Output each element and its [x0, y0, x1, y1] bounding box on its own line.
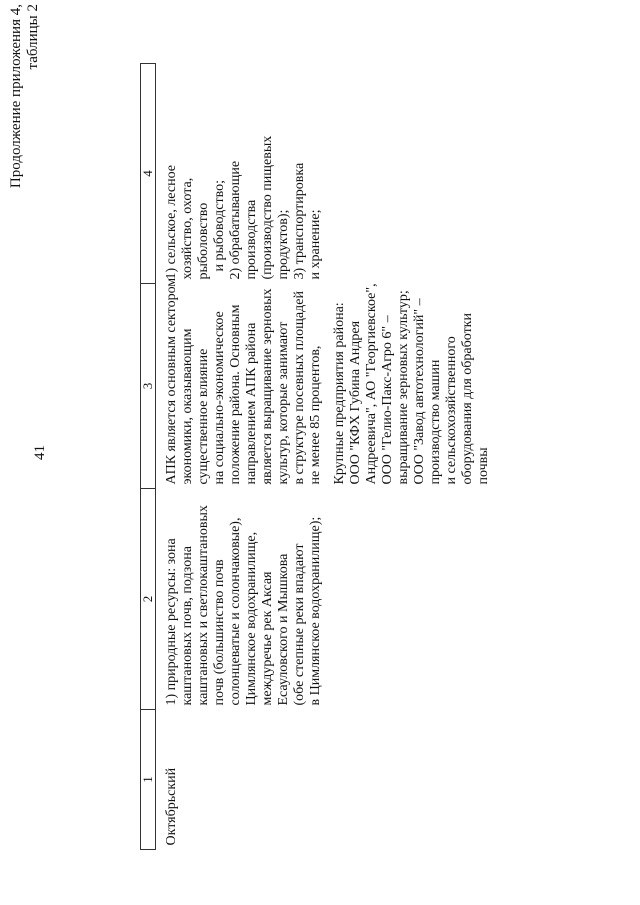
cell-line: производство машин — [428, 359, 443, 485]
table-row — [156, 64, 325, 850]
cell-line: и рыбоводство; — [212, 180, 227, 272]
cell-district — [156, 710, 325, 850]
cell-empty — [324, 710, 492, 850]
cell-line: существенное влияние — [196, 348, 211, 485]
cell-line: хозяйство, охота, — [180, 177, 195, 280]
cell-line: оборудования для обработки — [460, 313, 475, 485]
cell-line: солонцеватые и солончаковые), — [228, 517, 243, 706]
cell-line: производства — [244, 199, 259, 280]
cell-line: продуктов); — [276, 209, 291, 280]
appendix-note — [8, 4, 42, 264]
cell-line: каштановых почв, подзона — [180, 546, 195, 706]
cell-line: выращивание зерновых культур; — [396, 290, 411, 485]
cell-line: является выращивание зерновых — [260, 288, 275, 485]
cell-line: 3) транспортировка — [292, 162, 307, 280]
data-table — [140, 63, 492, 850]
column-header-4: 4 — [141, 64, 156, 284]
cell-line: положение района. Основным — [228, 304, 243, 485]
cell-line: 2) обрабатывающие — [228, 160, 243, 280]
cell-line: на социально-экономическое — [212, 311, 227, 485]
cell-line: ООО "Гелио-Пакс-Агро 6" – — [380, 315, 395, 485]
cell-line: рыболовство — [196, 202, 211, 280]
cell-line: направлением АПК района — [244, 322, 259, 485]
cell-line: ООО "КФХ Губина Андрея — [348, 320, 363, 485]
cell-line: почвы — [476, 447, 491, 485]
cell-line: в структуре посевных площадей — [292, 291, 307, 485]
cell-resources — [156, 489, 325, 710]
cell-industries — [156, 64, 325, 284]
table-row — [324, 64, 492, 850]
page-number: 41 — [32, 445, 48, 460]
column-header-2: 2 — [141, 489, 156, 710]
appendix-note-line: Продолжение приложения 4, — [8, 4, 24, 189]
cell-line: Цимлянское водохранилище, — [244, 531, 259, 706]
cell-line: 1) сельское, лесное — [164, 165, 179, 280]
header-row — [141, 64, 156, 850]
district-name: Октябрьский — [164, 767, 179, 846]
cell-line: Андреевича", АО "Георгиевское", — [364, 283, 379, 485]
cell-line: почв (большинство почв — [212, 559, 227, 706]
cell-line: не менее 85 процентов, — [308, 345, 323, 485]
cell-line: каштановых и светлокаштановых — [196, 505, 211, 706]
cell-empty — [324, 64, 492, 284]
cell-line: междуречье рек Аксая — [260, 571, 275, 706]
cell-line: в Цимлянское водохранилище); — [308, 516, 323, 706]
cell-line: и хранение; — [308, 209, 323, 280]
cell-line: (обе степные реки впадают — [292, 543, 307, 706]
column-header-1: 1 — [141, 710, 156, 850]
cell-line: (производство пищевых — [260, 135, 275, 280]
cell-line: АПК является основным сектором — [164, 277, 179, 485]
cell-economy — [156, 277, 325, 489]
appendix-note-line: таблицы 2 — [25, 4, 41, 70]
column-header-3: 3 — [141, 284, 156, 489]
cell-enterprises — [324, 284, 492, 489]
cell-line: и сельскохозяйственного — [444, 336, 459, 485]
cell-empty — [324, 489, 492, 710]
cell-line: экономики, оказывающим — [180, 328, 195, 485]
cell-line: 1) природные ресурсы: зона — [164, 538, 179, 706]
cell-line: ООО "Завод автотехнологий" – — [412, 298, 427, 485]
cell-line: Есауловского и Мышкова — [276, 553, 291, 706]
cell-line: Крупные предприятия района: — [332, 302, 347, 485]
cell-line: культур, которые занимают — [276, 321, 291, 485]
